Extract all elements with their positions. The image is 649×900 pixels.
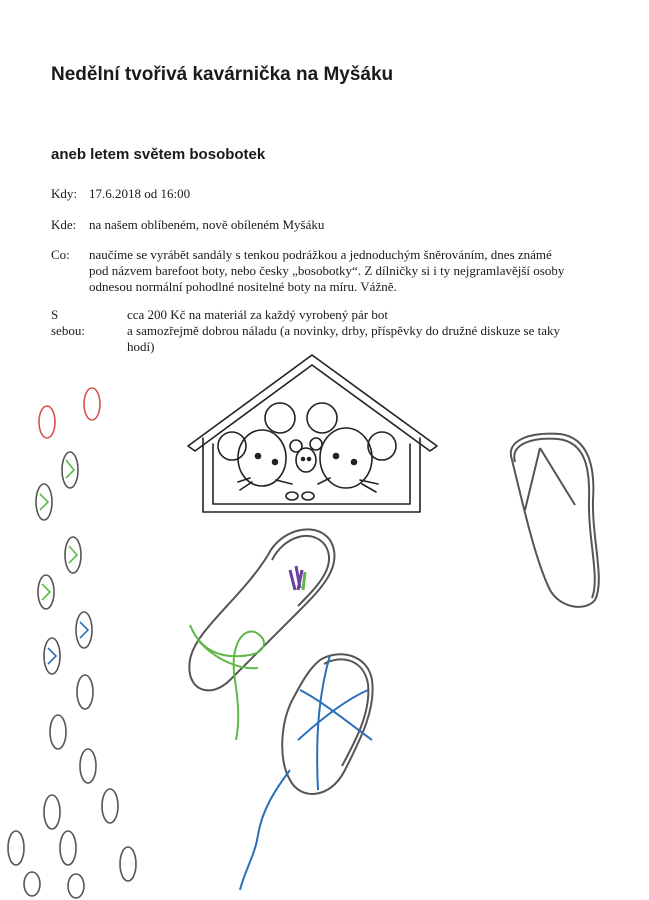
page-subtitle: aneb letem světem bosobotek — [51, 146, 266, 163]
what-line: pod názvem barefoot boty, nebo česky „bosobotky“. Z dílničky si i ty nejgramlavější osoby — [89, 263, 565, 278]
what-label: Co: — [51, 247, 70, 262]
bring-line: a samozřejmě dobrou náladu (a novinky, drby, příspěvky do družné diskuze se taky — [127, 323, 560, 338]
where-value: na našem oblíbeném, nově obíleném Myšáku — [89, 217, 325, 232]
bring-label: S sebou: — [51, 307, 85, 338]
page-title: Nedělní tvořivá kavárnička na Myšáku — [51, 64, 394, 85]
what-line: odnesou normální pohodlné nositelné boty na míru. Vážně. — [89, 279, 397, 294]
bring-line: cca 200 Kč na materiál za každý vyrobený pár bot — [127, 307, 388, 322]
green-sandal-drawing — [189, 529, 334, 740]
footprints-trail-drawing — [8, 388, 136, 898]
gray-sandal-drawing — [511, 434, 599, 607]
mouse-house-drawing — [188, 355, 437, 512]
where-label: Kde: — [51, 217, 77, 232]
bring-line: hodí) — [127, 339, 155, 354]
what-line: naučíme se vyrábět sandály s tenkou podrážkou a jednoduchým šněrováním, dnes známé — [89, 247, 552, 262]
when-value: 17.6.2018 od 16:00 — [89, 186, 191, 201]
when-label: Kdy: — [51, 186, 77, 201]
blue-sandal-drawing — [240, 654, 373, 890]
